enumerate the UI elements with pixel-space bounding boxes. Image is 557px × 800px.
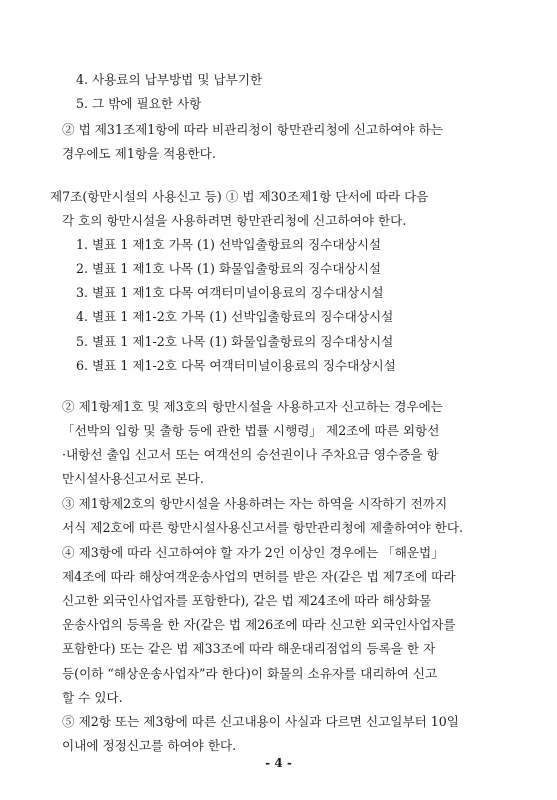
paragraph-4-line-3: 신고한 외국인사업자를 포함한다), 같은 법 제24조에 따라 해상화물	[62, 593, 432, 608]
paragraph-2-article-7-line-2: 「선박의 입항 및 출항 등에 관한 법률 시행령」 제2조에 따른 외항선	[62, 423, 440, 438]
paragraph-2-line-1: ② 법 제31조제1항에 따라 비관리청이 항만관리청에 신고하여야 하는	[62, 122, 443, 137]
article-7-item-6: 6. 별표 1 제1-2호 다목 여객터미널이용료의 징수대상시설	[76, 358, 396, 373]
paragraph-4-line-6: 등(이하 “해상운송사업자”라 한다)이 화물의 소유자를 대리하여 신고	[62, 666, 438, 681]
paragraph-4-line-4: 운송사업의 등록을 한 자(같은 법 제26조에 따라 신고한 외국인사업자를	[62, 617, 456, 632]
paragraph-4-line-2: 제4조에 따라 해상여객운송사업의 면허를 받은 자(같은 법 제7조에 따라	[62, 569, 456, 584]
article-7-item-1: 1. 별표 1 제1호 가목 (1) 선박입출항료의 징수대상시설	[76, 237, 382, 252]
paragraph-2-line-2: 경우에도 제1항을 적용한다.	[62, 146, 216, 161]
paragraph-2-article-7-line-3: ·내항선 출입 신고서 또는 여객선의 승선권이나 주차요금 영수증을 항	[62, 447, 439, 462]
paragraph-5-line-1: ⑤ 제2항 또는 제3항에 따른 신고내용이 사실과 다르면 신고일부터 10일	[62, 714, 459, 729]
article-7-heading: 제7조(항만시설의 사용신고 등) ① 법 제30조제1항 단서에 따라 다음	[50, 189, 429, 204]
paragraph-2-article-7-line-1: ② 제1항제1호 및 제3호의 항만시설을 사용하고자 신고하는 경우에는	[62, 399, 443, 414]
article-7-heading-line-2: 각 호의 항만시설을 사용하려면 항만관리청에 신고하여야 한다.	[62, 213, 407, 228]
paragraph-3-line-2: 서식 제2호에 따른 항만시설사용신고서를 항만관리청에 제출하여야 한다.	[62, 520, 464, 535]
paragraph-3-line-1: ③ 제1항제2호의 항만시설을 사용하려는 자는 하역을 시작하기 전까지	[62, 496, 448, 511]
item-5: 5. 그 밖에 필요한 사항	[76, 96, 202, 111]
article-7-item-3: 3. 별표 1 제1호 다목 여객터미널이용료의 징수대상시설	[76, 285, 384, 300]
paragraph-4-line-1: ④ 제3항에 따라 신고하여야 할 자가 2인 이상인 경우에는 「해운법」	[62, 545, 444, 560]
page-number: - 4 -	[265, 756, 292, 770]
article-7-item-5: 5. 별표 1 제1-2호 나목 (1) 화물입출항료의 징수대상시설	[76, 334, 394, 349]
paragraph-2-article-7-line-4: 만시설사용신고서로 본다.	[62, 471, 204, 486]
article-7-item-4: 4. 별표 1 제1-2호 가목 (1) 선박입출항료의 징수대상시설	[76, 309, 394, 324]
paragraph-5-line-2: 이내에 정정신고를 하여야 한다.	[62, 738, 237, 753]
paragraph-4-line-7: 할 수 있다.	[62, 690, 123, 705]
item-4: 4. 사용료의 납부방법 및 납부기한	[76, 72, 263, 87]
article-7-item-2: 2. 별표 1 제1호 나목 (1) 화물입출항료의 징수대상시설	[76, 261, 382, 276]
paragraph-4-line-5: 포함한다) 또는 같은 법 제33조에 따라 해운대리점업의 등록을 한 자	[62, 641, 436, 656]
